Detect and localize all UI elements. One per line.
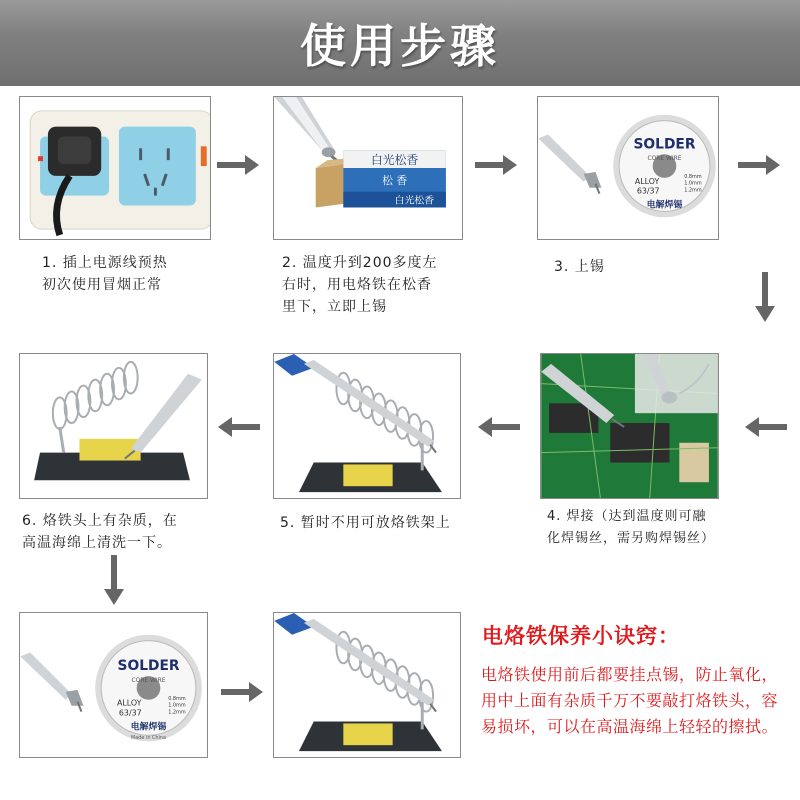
arrow-right-icon	[217, 155, 259, 175]
solder-spool-illustration	[20, 613, 207, 757]
step-1-caption-line: 初次使用冒烟正常	[42, 277, 162, 293]
step-4-caption	[547, 506, 715, 550]
page-title: 使用步骤	[300, 19, 500, 73]
solder-diameter-text: 0.8mm	[684, 173, 702, 180]
solder-made-text: Made in China	[130, 735, 167, 742]
step-2-caption	[282, 252, 438, 318]
header-banner	[0, 0, 800, 86]
solder-brand-text: SOLDER	[633, 136, 696, 153]
solder-brand-text: SOLDER	[117, 658, 180, 675]
tips-body: 电烙铁使用前后都要挂点锡，防止氧化，用中上面有杂质千万不要敲打烙铁头，容易损坏，可以在高温海绵上轻轻的擦拭。	[481, 665, 779, 736]
arrow-left-icon	[218, 417, 260, 437]
step-1-caption	[42, 252, 168, 296]
rosin-box-label-mid: 松 香	[382, 173, 408, 187]
step-2-caption-line: 2. 温度升到200多度左	[282, 255, 438, 271]
step-2-caption-line: 里下，立即上锡	[282, 299, 387, 315]
solder-sub-text: CORE WIRE	[131, 678, 166, 685]
solder-diameter-text: 1.0mm	[684, 180, 702, 187]
step-4-caption-line: 4. 焊接（达到温度则可融	[547, 509, 707, 524]
rosin-box-label-bottom: 白光松香	[394, 195, 435, 207]
sponge-cleaning-illustration	[20, 354, 207, 498]
step-6-caption-line: 6. 烙铁头上有杂质，在	[22, 513, 178, 529]
solder-diameter-text: 1.2mm	[168, 709, 186, 716]
solder-diameter-text: 1.0mm	[168, 702, 186, 709]
step-4-caption-line: 化焊锡丝，需另购焊锡丝）	[547, 531, 716, 546]
solder-sub-text: CORE WIRE	[647, 156, 682, 163]
arrow-right-icon	[738, 155, 780, 175]
solder-alloy-text: ALLOY	[116, 698, 142, 708]
solder-ratio-text: 63/37	[118, 708, 142, 718]
step-3-caption	[554, 256, 605, 278]
arrow-right-icon	[221, 682, 263, 702]
arrow-down-icon	[755, 272, 775, 322]
solder-cn-text: 电解焊锡	[646, 200, 683, 211]
tips-title: 电烙铁保养小诀窍：	[482, 624, 680, 648]
step-3-caption-line: 3. 上锡	[554, 259, 605, 275]
step-5-caption-line: 5. 暂时不用可放烙铁架上	[280, 515, 451, 531]
solder-ratio-text: 63/37	[636, 186, 660, 196]
step-6-image	[19, 353, 208, 499]
step-5-caption	[280, 512, 451, 534]
step-6-caption-line: 高温海绵上清洗一下。	[22, 535, 172, 551]
final-solder-image	[19, 612, 208, 758]
step-4-image	[540, 353, 719, 499]
arrow-left-icon	[745, 417, 787, 437]
solder-diameter-text: 1.2mm	[684, 187, 702, 194]
rosin-box-label-top: 白光松香	[370, 153, 419, 168]
solder-cn-text: 电解焊锡	[130, 722, 167, 733]
step-5-image	[273, 353, 461, 499]
arrow-down-icon	[104, 555, 124, 605]
pcb-soldering-illustration	[541, 354, 718, 498]
step-6-caption	[22, 510, 178, 554]
power-strip-illustration	[20, 97, 210, 239]
iron-stand-illustration	[274, 613, 460, 757]
final-stand-image	[273, 612, 461, 758]
step-1-image	[19, 96, 211, 240]
rosin-box-illustration	[274, 97, 462, 239]
solder-diameter-text: 0.8mm	[168, 695, 186, 702]
solder-alloy-text: ALLOY	[634, 176, 660, 186]
step-2-caption-line: 右时，用电烙铁在松香	[282, 277, 432, 293]
step-3-image	[537, 96, 719, 240]
solder-spool-illustration	[538, 97, 718, 239]
iron-stand-illustration	[274, 354, 460, 498]
arrow-left-icon	[478, 417, 520, 437]
step-2-image	[273, 96, 463, 240]
step-1-caption-line: 1. 插上电源线预热	[42, 255, 168, 271]
arrow-right-icon	[475, 155, 517, 175]
